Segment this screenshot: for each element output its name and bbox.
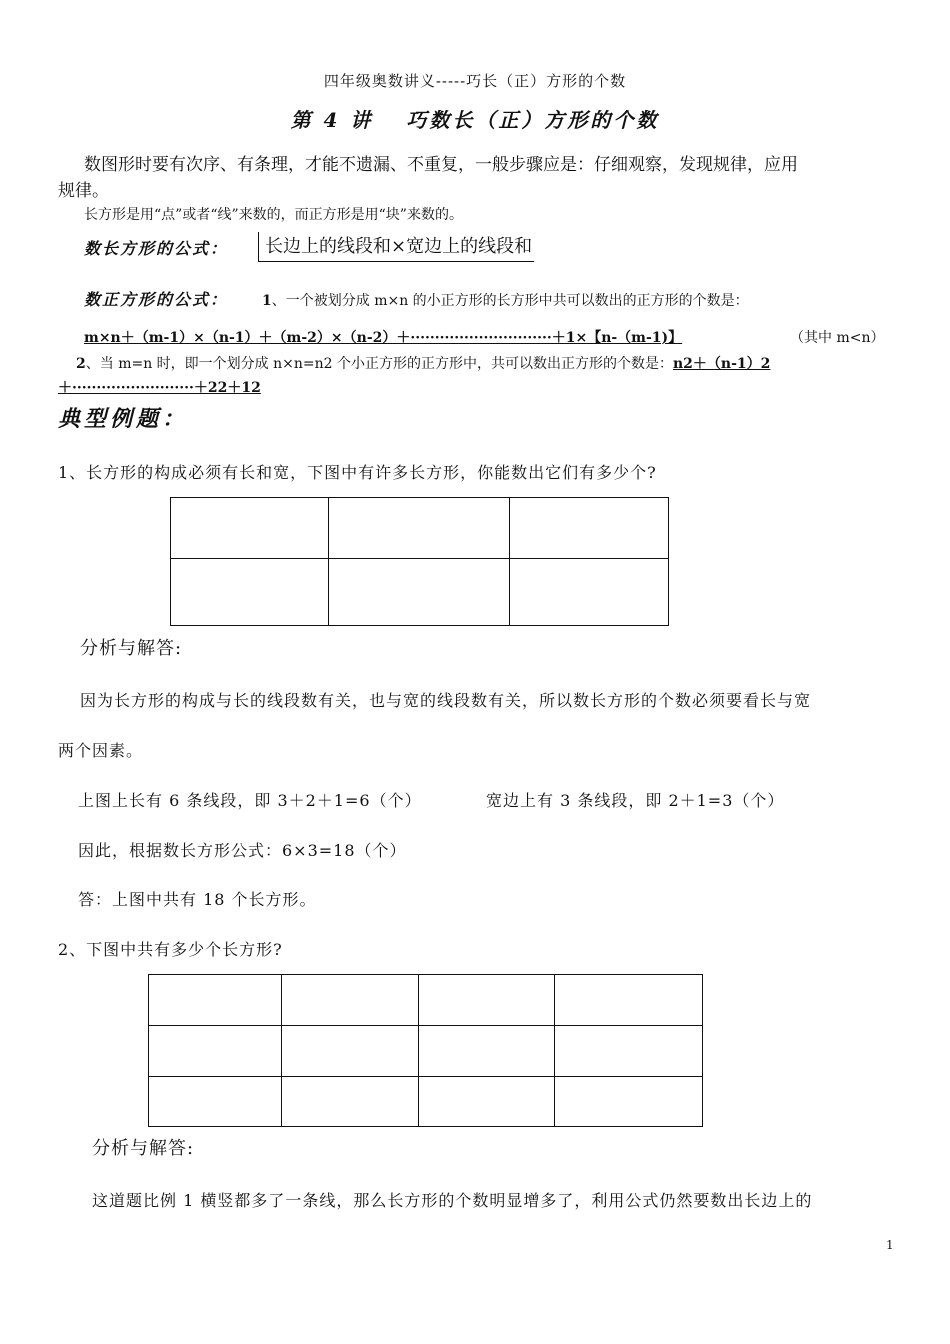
page-header: 四年级奥数讲义-----巧长（正）方形的个数	[323, 72, 627, 90]
square-rule-2-formula-a: n2＋（n-1）2	[673, 356, 771, 372]
example-1-paragraph-3a: 上图上长有 6 条线段，即 3＋2＋1=6（个）	[78, 791, 422, 810]
square-rule-2	[76, 353, 770, 373]
example-1-paragraph-4: 因此，根据数长方形公式：6×3=18（个）	[78, 841, 407, 860]
square-rule-1	[262, 290, 749, 310]
grid-line	[418, 975, 419, 1126]
example-1-paragraph-2: 两个因素。	[58, 741, 144, 760]
square-rule-1-text: 、一个被划分成 m×n 的小正方形的长方形中共可以数出的正方形的个数是：	[271, 293, 749, 309]
square-rule-1-formula: m×n＋（m-1）×（n-1）＋（m-2）×（n-2）＋·····························＋1×【n-（m-1)】	[84, 330, 683, 346]
example-1-paragraph-1: 因为长方形的构成与长的线段数有关，也与宽的线段数有关，所以数长方形的个数必须要看长与宽	[80, 691, 812, 710]
square-formula-label: 数正方形的公式：	[84, 290, 229, 309]
intro-line-2: 规律。	[58, 181, 109, 201]
example-2-analysis-label: 分析与解答:	[92, 1138, 195, 1159]
example-2-grid	[148, 974, 703, 1127]
example-1-grid	[170, 497, 669, 626]
section-title: 典型例题：	[58, 406, 189, 432]
example-2-paragraph-1: 这道题比例 1 横竖都多了一条线，那么长方形的个数明显增多了，利用公式仍然要数出长边上的	[92, 1191, 813, 1210]
page-title: 第 4 讲 巧数长（正）方形的个数	[290, 108, 660, 132]
intro-line-1: 数图形时要有次序、有条理，才能不遗漏、不重复，一般步骤应是：仔细观察，发现规律，应用	[84, 155, 798, 175]
example-1-answer: 答：上图中共有 18 个长方形。	[78, 890, 317, 909]
intro-line-3: 长方形是用“点”或者“线”来数的，而正方形是用“块”来数的。	[84, 207, 463, 223]
grid-line	[149, 1076, 702, 1077]
square-rule-2-text: 、当 m=n 时，即一个划分成 n×n=n2 个小正方形的正方形中，共可以数出正方形的个数是：	[85, 356, 673, 372]
square-rule-2-formula-b: ＋·························＋22＋12	[58, 380, 261, 396]
square-rule-2-number: 2	[76, 356, 86, 372]
grid-line	[149, 1025, 702, 1026]
square-rule-1-number: 1	[262, 293, 272, 309]
grid-line	[554, 975, 555, 1126]
rect-formula-label: 数长方形的公式：	[84, 239, 229, 258]
example-1-paragraph-3b: 宽边上有 3 条线段，即 2＋1=3（个）	[486, 791, 785, 810]
grid-line	[171, 558, 668, 559]
page-number: 1	[886, 1238, 894, 1252]
square-rule-1-note: （其中 m<n）	[790, 330, 885, 346]
grid-line	[509, 498, 510, 625]
example-2-question: 2、下图中共有多少个长方形?	[58, 940, 283, 959]
grid-line	[328, 498, 329, 625]
rect-formula-value: 长边上的线段和×宽边上的线段和	[258, 232, 534, 262]
example-1-analysis-label: 分析与解答:	[80, 638, 183, 659]
grid-line	[281, 975, 282, 1126]
example-1-question: 1、长方形的构成必须有长和宽，下图中有许多长方形，你能数出它们有多少个?	[58, 463, 657, 482]
